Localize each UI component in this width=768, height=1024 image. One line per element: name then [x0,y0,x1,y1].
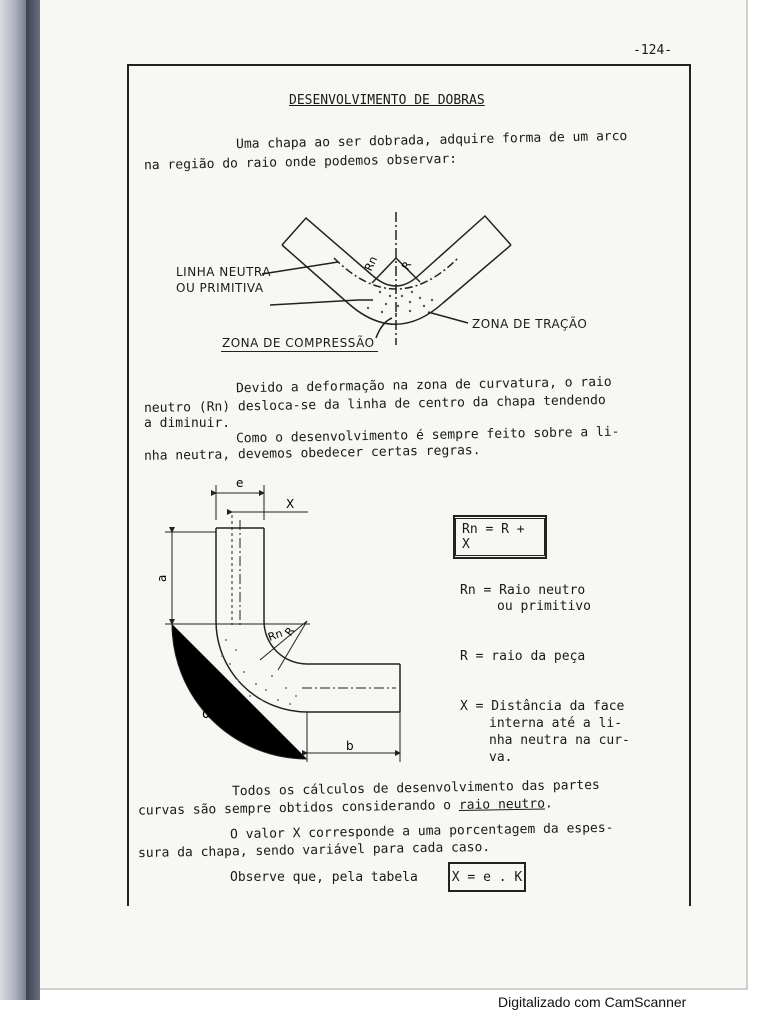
dim-e: e [236,476,244,490]
zona-compressao-underline [221,351,378,352]
formula-rn: Rn = R + X [455,518,545,556]
legend-x-4: va. [489,750,513,765]
para3-line-5: Observe que, pela tabela [230,870,418,885]
rn-label-1: Rn [362,254,381,274]
formula-box-x [448,862,526,892]
zona-compressao-label: ZONA DE COMPRESSÃO [222,336,375,350]
legend-x-2: interna até a li- [489,716,623,731]
para2-line-1: Devido a deformação na zona de curvatura, o raio [235,374,612,397]
legend-r: R = raio da peça [460,649,586,664]
scanner-edge [26,0,40,1000]
dim-rn: Rn [266,626,285,644]
raio-neutro-emphasis: raio neutro [458,796,546,814]
dim-a: a [155,574,169,582]
para3-line-4: sura da chapa, sendo variável para cada caso. [137,839,491,862]
intro-line-2: na região do raio onde podemos observar: [143,151,458,174]
intro-line-1: Uma chapa ao ser dobrada, adquire forma de um arco [235,128,628,153]
dim-alpha: α [202,706,212,722]
para2-line-4: Como o desenvolvimento é sempre feito sobre a li- [235,424,620,447]
legend-x-1: X = Distância da face [460,699,625,714]
zona-tracao-label: ZONA DE TRAÇÃO [472,317,588,331]
legend-x-3: nha neutra na cur- [489,733,630,748]
formula-x: X = e . K [451,869,523,885]
scanner-background [0,0,26,1000]
dim-r: R [282,624,298,639]
bend-dimension-diagram [150,470,440,770]
legend-rn-1: Rn = Raio neutro [460,583,586,598]
page-title: DESENVOLVIMENTO DE DOBRAS [289,93,485,108]
page-number: -124- [633,43,673,58]
para3-line-1: Todos os cálculos de desenvolvimento das partes [231,777,600,800]
para3-line-3: O valor X corresponde a uma porcentagem da espes- [229,820,614,843]
dim-b: b [346,739,354,753]
para2-line-3: a diminuir. [144,416,231,431]
scanner-watermark: Digitalizado com CamScanner [498,994,687,1010]
para2-line-5: nha neutra, devemos obedecer certas regras. [143,443,481,464]
formula-box-rn [453,515,547,559]
legend-rn-2: ou primitivo [497,599,591,614]
linha-neutra-label: LINHA NEUTRA [176,265,271,279]
dim-x: X [286,497,295,511]
ou-primitiva-label: OU PRIMITIVA [176,281,264,295]
r-label-1: R [399,259,415,273]
compression-hatching [367,291,433,315]
para3-line-2: curvas são sempre obtidos considerando o raio neutro. [137,796,553,819]
para2-line-2: neutro (Rn) desloca-se da linha de centro da chapa tendendo [143,392,606,417]
